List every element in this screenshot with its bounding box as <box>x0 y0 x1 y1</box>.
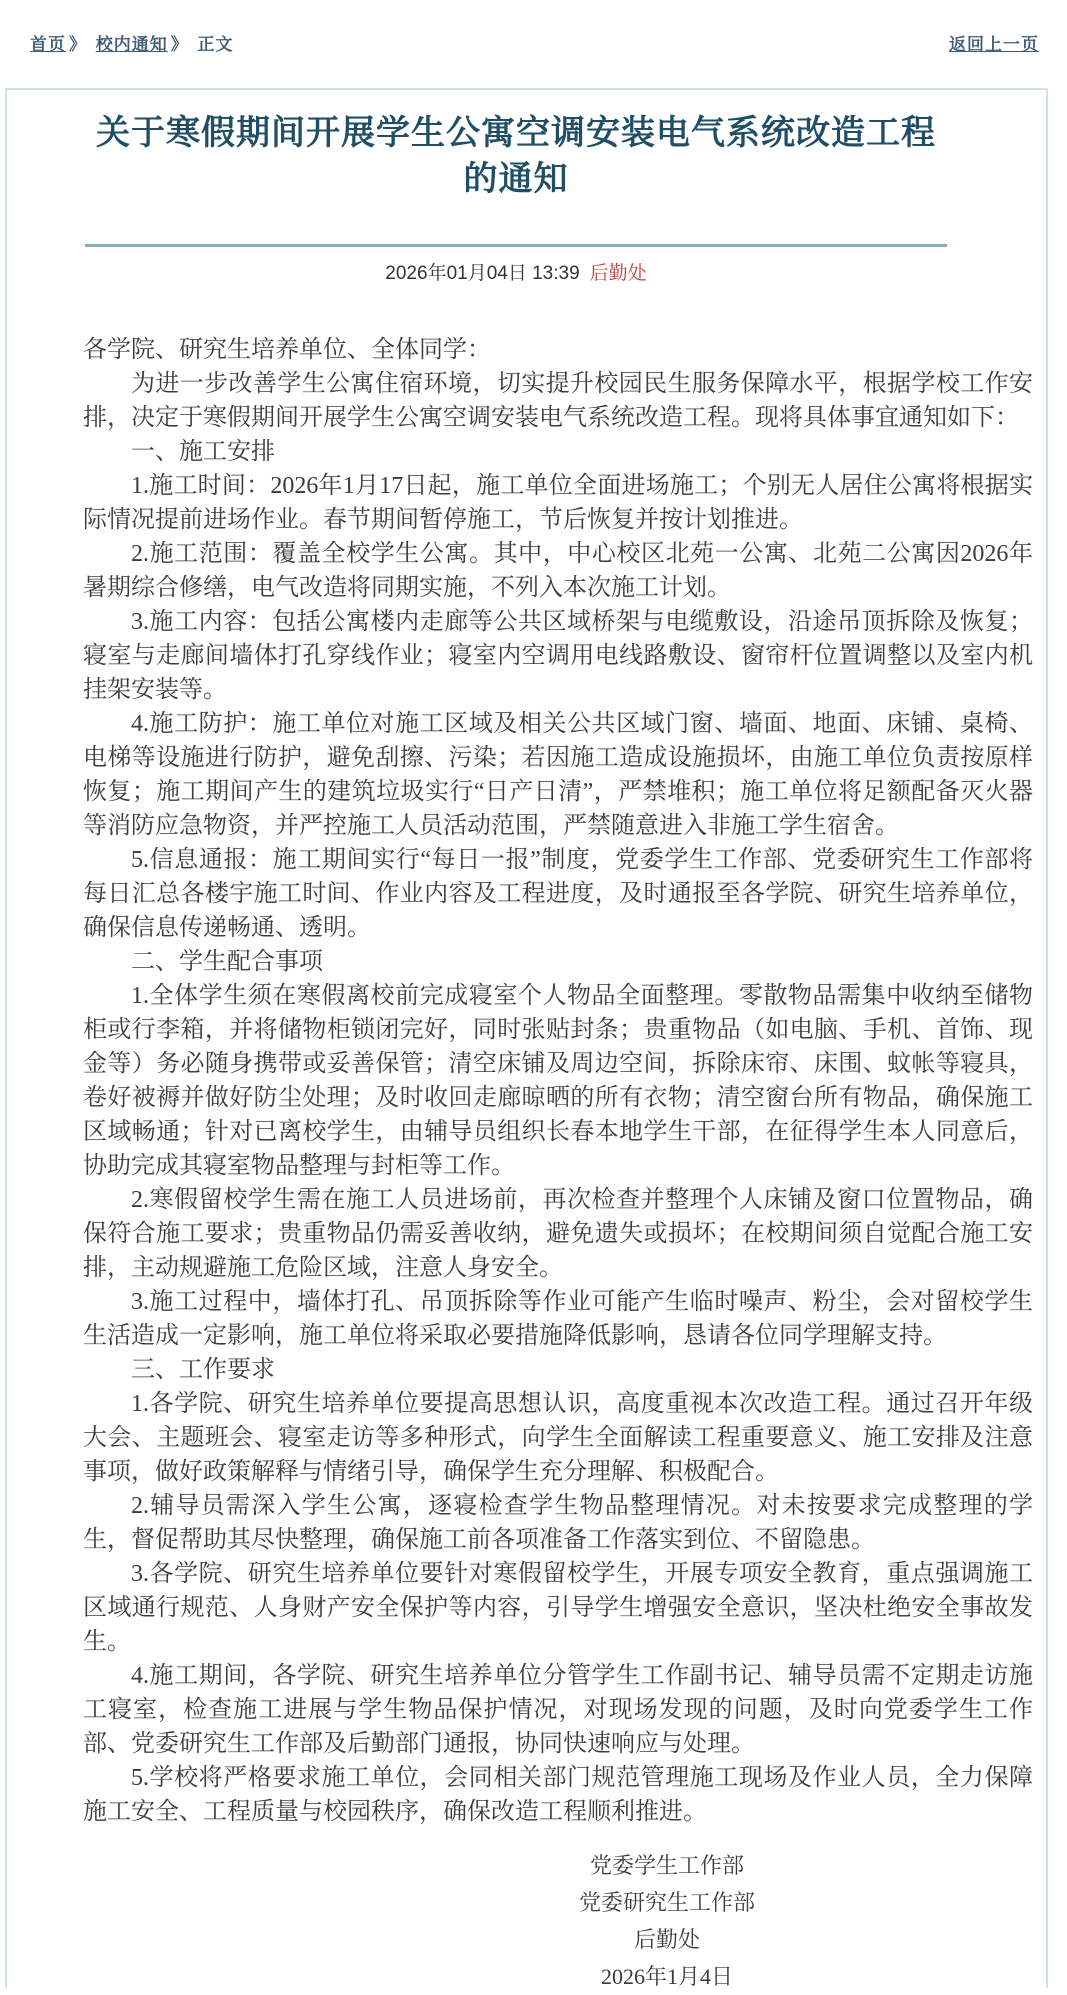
paragraph: 3.施工内容：包括公寓楼内走廊等公共区域桥架与电缆敷设，沿途吊顶拆除及恢复；寝室与走廊间墙体打孔穿线作业；寝室内空调用电线路敷设、窗帘杆位置调整以及室内机挂架安装等。 <box>83 609 1033 703</box>
paragraph: 三、工作要求 <box>131 1357 275 1383</box>
paragraph: 4.施工期间，各学院、研究生培养单位分管学生工作副书记、辅导员需不定期走访施工寝室，检查施工进展与学生物品保护情况，对现场发现的问题，及时向党委学生工作部、党委研究生工作部及后勤部门通报，协同快速响应与处理。 <box>83 1663 1033 1757</box>
paragraph: 2.辅导员需深入学生公寓，逐寝检查学生物品整理情况。对未按要求完成整理的学生，督促帮助其尽快整理，确保施工前各项准备工作落实到位、不留隐患。 <box>83 1493 1033 1553</box>
paragraph: 一、施工安排 <box>131 439 275 465</box>
paragraph: 5.信息通报：施工期间实行“每日一报”制度，党委学生工作部、党委研究生工作部将每日汇总各楼宇施工时间、作业内容及工程进度，及时通报至各学院、研究生培养单位，确保信息传递畅通、透明。 <box>83 847 1033 941</box>
back-to-previous-link[interactable]: 返回上一页 <box>949 35 1039 54</box>
publish-info <box>85 261 947 287</box>
breadcrumb-current: 正文 <box>197 35 234 54</box>
salutation: 各学院、研究生培养单位、全体同学： <box>83 337 491 363</box>
notice-panel <box>5 88 1048 1988</box>
paragraph: 2.寒假留校学生需在施工人员进场前，再次检查并整理个人床铺及窗口位置物品，确保符合施工要求；贵重物品仍需妥善收纳，避免遗失或损坏；在校期间须自觉配合施工安排，主动规避施工危险区域，注意人身安全。 <box>83 1187 1033 1281</box>
publish-date: 2026年01月04日 13:39 <box>385 263 580 284</box>
page-title: 关于寒假期间开展学生公寓空调安装电气系统改造工程的通知 <box>96 114 936 198</box>
paragraph: 5.学校将严格要求施工单位，会同相关部门规范管理施工现场及作业人员，全力保障施工安全、工程质量与校园秩序，确保改造工程顺利推进。 <box>83 1765 1033 1825</box>
paragraph: 为进一步改善学生公寓住宿环境，切实提升校园民生服务保障水平，根据学校工作安排，决定于寒假期间开展学生公寓空调安装电气系统改造工程。现将具体事宜通知如下： <box>83 371 1033 431</box>
breadcrumb-bar <box>0 0 1067 55</box>
notice-header <box>85 110 947 287</box>
paragraph: 2.施工范围：覆盖全校学生公寓。其中，中心校区北苑一公寓、北苑二公寓因2026年暑期综合修缮，电气改造将同期实施，不列入本次施工计划。 <box>83 541 1033 601</box>
breadcrumb-link-home[interactable]: 首页 <box>30 35 66 54</box>
paragraph: 3.各学院、研究生培养单位要针对寒假留校学生，开展专项安全教育，重点强调施工区域通行规范、人身财产安全保护等内容，引导学生增强安全意识，坚决杜绝安全事故发生。 <box>83 1561 1033 1655</box>
signature-block <box>579 1847 755 1995</box>
breadcrumb <box>30 30 233 55</box>
paragraph: 1.施工时间：2026年1月17日起，施工单位全面进场施工；个别无人居住公寓将根据实际情况提前进场作业。春节期间暂停施工，节后恢复并按计划推进。 <box>83 473 1033 533</box>
breadcrumb-link-campus-notices[interactable]: 校内通知 <box>95 35 168 54</box>
paragraph: 1.各学院、研究生培养单位要提高思想认识，高度重视本次改造工程。通过召开年级大会、主题班会、寝室走访等多种形式，向学生全面解读工程重要意义、施工安排及注意事项，做好政策解释与情绪引导，确保学生充分理解、积极配合。 <box>83 1391 1033 1485</box>
paragraph: 1.全体学生须在寒假离校前完成寝室个人物品全面整理。零散物品需集中收纳至储物柜或行李箱，并将储物柜锁闭完好，同时张贴封条；贵重物品（如电脑、手机、首饰、现金等）务必随身携带或妥善保管；清空床铺及周边空间，拆除床帘、床围、蚊帐等寝具，卷好被褥并做好防尘处理；及时收回走廊晾晒的所有衣物；清空窗台所有物品，确保施工区域畅通；针对已离校学生，由辅导员组织长春本地学生干部，在征得学生本人同意后，协助完成其寝室物品整理与封柜等工作。 <box>83 983 1033 1179</box>
article-body <box>83 333 1033 1829</box>
signature-line: 党委研究生工作部 <box>578 1890 755 1915</box>
paragraph: 4.施工防护：施工单位对施工区域及相关公共区域门窗、墙面、地面、床铺、桌椅、电梯等设施进行防护，避免刮擦、污染；若因施工造成设施损坏，由施工单位负责按原样恢复；施工期间产生的建筑垃圾实行“日产日清”，严禁堆积；施工单位将足额配备灭火器等消防应急物资，并严控施工人员活动范围，严禁随意进入非施工学生宿舍。 <box>83 711 1033 839</box>
breadcrumb-separator: 》 <box>69 35 87 54</box>
department-label: 后勤处 <box>589 263 647 284</box>
signature-line: 后勤处 <box>633 1927 700 1952</box>
signature-line: 党委学生工作部 <box>589 1853 744 1878</box>
paragraph: 二、学生配合事项 <box>131 949 323 975</box>
breadcrumb-separator: 》 <box>170 35 189 54</box>
title-divider <box>85 244 947 247</box>
paragraph: 3.施工过程中，墙体打孔、吊顶拆除等作业可能产生临时噪声、粉尘，会对留校学生生活造成一定影响，施工单位将采取必要措施降低影响，恳请各位同学理解支持。 <box>83 1289 1033 1349</box>
signature-line: 2026年1月4日 <box>600 1964 733 1989</box>
